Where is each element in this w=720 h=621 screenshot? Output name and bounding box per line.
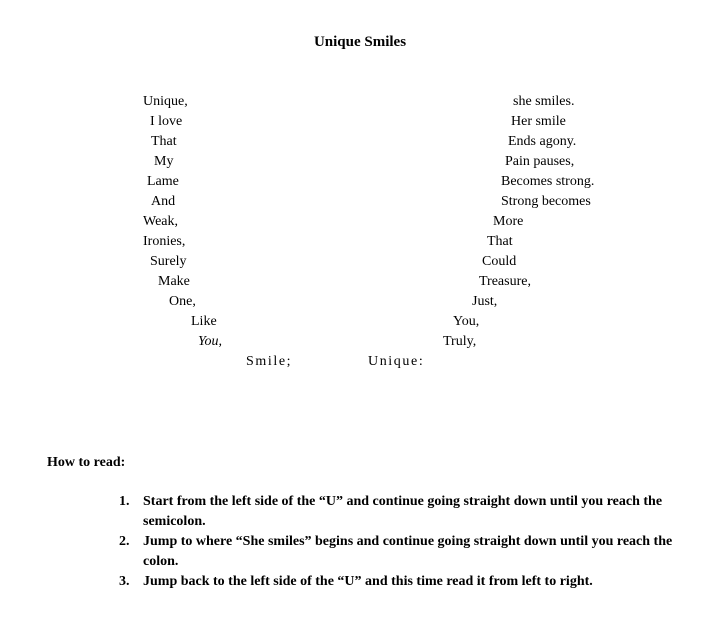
page-title: Unique Smiles (313, 34, 407, 50)
poem-line: Truly, (443, 334, 477, 349)
poem-line: Surely (150, 254, 187, 269)
step-number: 2. (119, 534, 130, 549)
poem-line: Pain pauses, (505, 154, 575, 169)
poem-line: Just, (472, 294, 498, 309)
poem-line: You, (198, 334, 223, 349)
poem-bottom-right: Unique: (368, 354, 425, 369)
instruction-step (108, 492, 688, 532)
poem-line: My (154, 154, 174, 169)
step-text: Start from the left side of the “U” and continue going straight down until you reach the semicolon. (143, 494, 663, 529)
instruction-step (108, 572, 688, 592)
poem-line: Strong becomes (501, 194, 591, 209)
instructions-heading: How to read: (47, 455, 126, 470)
poem-line: That (487, 234, 513, 249)
poem-line: Unique, (143, 94, 188, 109)
poem-line: Could (482, 254, 517, 269)
poem-line: Make (158, 274, 190, 289)
poem-line: Becomes strong. (501, 174, 595, 189)
poem-line: Ends agony. (508, 134, 577, 149)
poem-line: And (151, 194, 176, 209)
step-number: 1. (119, 494, 130, 509)
poem-line: One, (169, 294, 196, 309)
poem-line: Ironies, (143, 234, 186, 249)
instruction-step (108, 532, 688, 572)
poem-line: Treasure, (479, 274, 531, 289)
step-text: Jump back to the left side of the “U” and this time read it from left to right. (143, 574, 593, 589)
poem-line: More (493, 214, 524, 229)
step-text: Jump to where “She smiles” begins and continue going straight down until you reach the colon. (143, 534, 673, 569)
poem-line: she smiles. (513, 94, 575, 109)
poem-line: I love (150, 114, 183, 129)
poem-line: Her smile (511, 114, 566, 129)
poem-line: Like (191, 314, 217, 329)
poem-line: That (151, 134, 177, 149)
poem-line: Weak, (143, 214, 179, 229)
instructions-list (108, 492, 688, 592)
poem-line: Lame (147, 174, 179, 189)
poem-bottom-left: Smile; (246, 354, 293, 369)
poem-line: You, (453, 314, 480, 329)
step-number: 3. (119, 574, 130, 589)
